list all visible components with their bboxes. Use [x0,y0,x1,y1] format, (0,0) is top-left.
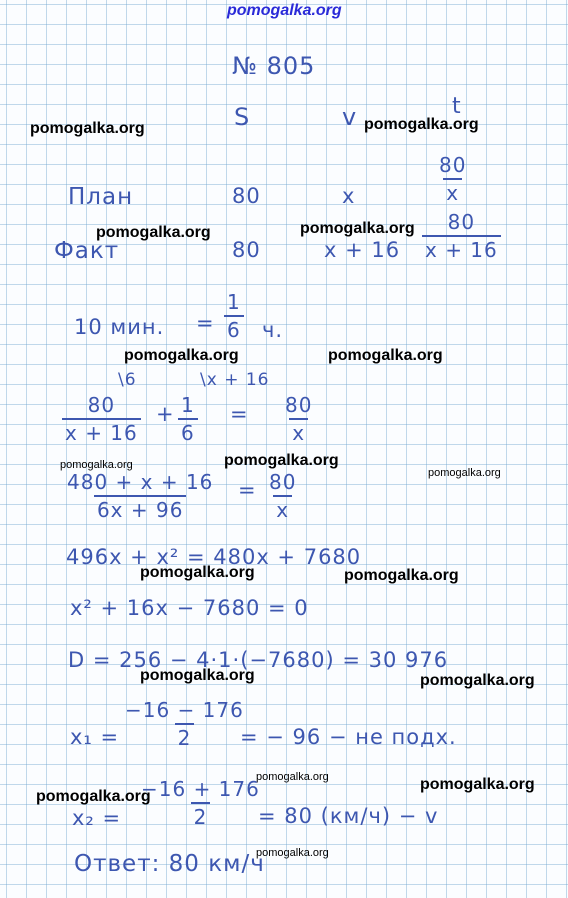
numerator: −16 − 176 [125,698,244,722]
x2-label: x₂ = [72,806,122,830]
x1-result: = − 96 − не подх. [240,725,457,749]
numerator: 80 [447,210,476,234]
watermark: pomogalka.org [328,347,443,364]
eq2-fraction-b [266,472,299,520]
watermark: pomogalka.org [224,452,339,469]
eq2-fraction-a [64,472,216,520]
watermark: pomogalka.org [96,224,211,241]
watermark: pomogalka.org [256,771,329,783]
answer: Ответ: 80 км/ч [74,851,265,877]
watermark: pomogalka.org [428,467,501,479]
multiplier-6: \6 [118,370,137,390]
watermark: pomogalka.org [36,788,151,805]
denominator: 6 [224,315,244,340]
fact-v: x + 16 [324,238,401,262]
watermark: pomogalka.org [30,120,145,137]
watermark: pomogalka.org [420,776,535,793]
x1-fraction [122,700,247,748]
header-t: t [452,94,462,119]
denominator: 2 [175,723,195,748]
equation-line-3: 496x + x² = 480x + 7680 [66,545,362,569]
numerator: 80 [285,393,313,417]
watermark: pomogalka.org [124,347,239,364]
header-v: v [342,103,358,131]
eq1-equals: = [230,402,249,426]
conversion-equals: = [196,311,215,335]
x2-result: = 80 (км/ч) − v [258,804,439,828]
denominator: 6 [178,418,198,443]
numerator: −16 + 176 [141,777,260,801]
problem-number: № 805 [232,52,316,80]
watermark: pomogalka.org [140,564,255,581]
conversion-left: 10 мин. [74,315,165,339]
fact-label: Факт [54,238,120,264]
discriminant-line: D = 256 − 4·1·(−7680) = 30 976 [68,648,449,672]
watermark: pomogalka.org [364,116,479,133]
denominator: x [273,495,292,520]
eq2-equals: = [238,478,257,502]
numerator: 1 [227,290,241,314]
plan-t-fraction [436,155,469,203]
watermark: pomogalka.org [140,667,255,684]
denominator: x [289,418,308,443]
watermark: pomogalka.org [256,847,329,859]
numerator: 80 [269,470,297,494]
plan-label: План [68,184,134,210]
x1-label: x₁ = [70,725,120,749]
numerator: 1 [181,393,195,417]
denominator: x + 16 [62,418,141,443]
conversion-unit: ч. [262,318,284,342]
x2-fraction [138,779,263,827]
eq1-fraction-c [282,395,315,443]
eq1-fraction-b [178,395,198,443]
header-s: S [234,103,251,131]
watermark-top: pomogalka.org [227,2,342,19]
numerator: 80 [439,153,467,177]
numerator: 480 + x + 16 [67,470,214,494]
fact-s: 80 [232,238,261,262]
fact-t-fraction [422,212,501,260]
denominator: x [443,178,462,203]
denominator: 6x + 96 [94,495,186,520]
watermark: pomogalka.org [60,459,133,471]
denominator: x + 16 [422,235,501,260]
plan-v: x [342,184,356,208]
plan-s: 80 [232,184,261,208]
multiplier-x16: \x + 16 [200,370,270,390]
eq1-plus: + [156,402,175,426]
numerator: 80 [87,393,116,417]
watermark: pomogalka.org [300,220,415,237]
watermark: pomogalka.org [344,567,459,584]
eq1-fraction-a [62,395,141,443]
conversion-fraction [224,292,244,340]
watermark: pomogalka.org [420,672,535,689]
equation-line-4: x² + 16x − 7680 = 0 [70,596,309,620]
denominator: 2 [191,802,211,827]
